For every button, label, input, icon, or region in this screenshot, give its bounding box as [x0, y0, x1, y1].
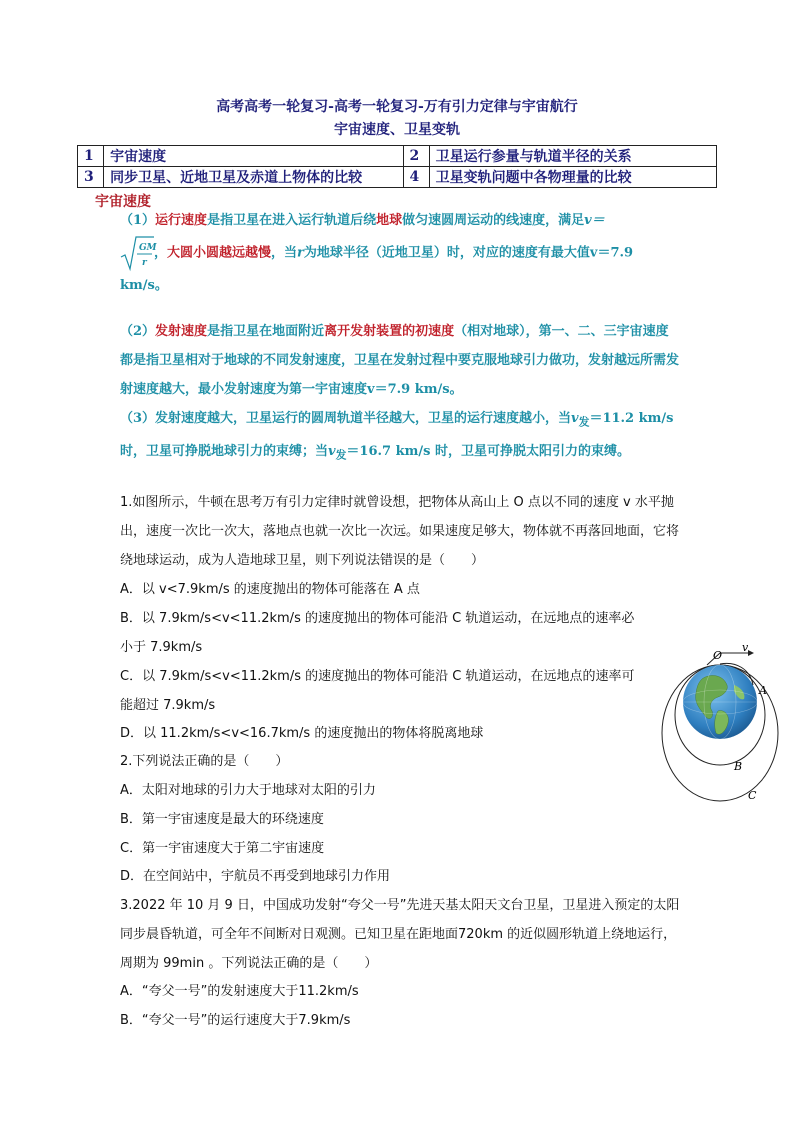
sqrt-denominator: r: [142, 258, 147, 268]
label-c: C: [748, 789, 757, 802]
note-text: 是指卫星在进入运行轨道后绕: [207, 213, 377, 228]
note-escape-speed: [120, 404, 680, 469]
sqrt-numerator: GM: [139, 243, 157, 253]
note-text: 做匀速圆周运动的线速度，满足: [402, 213, 585, 228]
topic-number: 4: [403, 167, 429, 188]
topic-text: 同步卫星、近地卫星及赤道上物体的比较: [104, 167, 403, 188]
term-highlight: 运行速度: [155, 213, 208, 228]
question-2-option-a: A．太阳对地球的引力大于地球对太阳的引力: [120, 783, 376, 798]
note-text: （相对地球），第一、二、三宇宙速度都是指卫星相对于地球的不同发射速度，卫星在发射过程中要克服地球引力做功，发射越远所需发射速度越大，最小发射速度为第一宇宙速度: [120, 324, 680, 397]
formula-r: r: [297, 245, 304, 261]
table-row: [78, 146, 717, 167]
note-text: ，: [154, 245, 168, 261]
question-1-option-a: A．以 v<7.9km/s 的速度抛出的物体可能落在 A 点: [120, 582, 420, 597]
label-a: A: [759, 684, 767, 697]
question-1-stem: 1.如图所示，牛顿在思考万有引力定律时就曾设想，把物体从高山上 O 点以不同的速度 v 水平抛出，速度一次比一次大，落地点也就一次比一次远。如果速度足够大，物体就不再落回地面，它将绕地球运动，成为人造地球卫星，则下列说法错误的是（ ）: [120, 495, 680, 568]
topic-number: 1: [78, 146, 104, 167]
question-1-option-c: C．以 7.9km/s<v<11.2km/s 的速度抛出的物体可能沿 C 轨道运动，在远地点的速率可能超过 7.9km/s: [120, 669, 635, 713]
label-v: v: [742, 641, 749, 654]
subscript: 发: [578, 415, 590, 429]
note-text: ＝11.2 km/s 时，卫星可挣脱地球引力的束缚；当: [120, 411, 674, 459]
question-1-option-b: B．以 7.9km/s<v<11.2km/s 的速度抛出的物体可能沿 C 轨道运动，在远地点的速率必小于 7.9km/s: [120, 611, 635, 655]
topic-text: 卫星运行参量与轨道半径的关系: [429, 146, 716, 167]
note-text: （2）: [120, 324, 156, 339]
question-2-option-d: D．在空间站中，宇航员不再受到地球引力作用: [120, 869, 391, 884]
formula-v: v: [328, 443, 336, 459]
document-title: 高考高考一轮复习-高考一轮复习-万有引力定律与宇宙航行: [216, 99, 578, 115]
formula-v: v＝: [584, 213, 605, 228]
section-heading: 宇宙速度: [95, 194, 151, 210]
note-text: 。: [154, 278, 168, 293]
note-text: 是指卫星在地面附近: [207, 324, 325, 339]
label-o: O: [713, 649, 723, 662]
note-running-speed: [120, 206, 680, 300]
term-highlight: 地球: [376, 213, 403, 228]
question-3-option-b: B．“夸父一号”的运行速度大于7.9km/s: [120, 1013, 351, 1028]
formula-v1: v＝7.9 km/s: [367, 382, 450, 397]
note-text: 。: [449, 382, 463, 397]
earth-globe-icon: [683, 665, 757, 739]
note-text: （3）发射速度越大，卫星运行的圆周轨道半径越大，卫星的运行速度越小，当: [120, 411, 572, 426]
question-2-option-c: C．第一宇宙速度大于第二宇宙速度: [120, 841, 325, 856]
note-text: ，当: [271, 245, 298, 261]
topic-text: 宇宙速度: [104, 146, 403, 167]
formula-vmax: v＝7.9 km/s: [120, 245, 634, 293]
question-1-option-d: D．以 11.2km/s<v<16.7km/s 的速度抛出的物体将脱离地球: [120, 726, 484, 741]
mnemonic-highlight: 大圆小圆越远越慢: [167, 245, 272, 261]
label-b: B: [734, 760, 743, 773]
note-text: （1）: [120, 213, 156, 228]
subscript: 发: [335, 448, 347, 462]
question-3-option-a: A．“夸父一号”的发射速度大于11.2km/s: [120, 984, 359, 999]
document-subtitle: 宇宙速度、卫星变轨: [334, 122, 460, 138]
sqrt-formula: [120, 235, 157, 271]
arrow-head-icon: [748, 650, 754, 656]
note-text: ＝16.7 km/s 时，卫星可挣脱太阳引力的束缚。: [346, 443, 630, 459]
formula-v: v: [571, 411, 579, 426]
note-text: 为地球半径（近地卫星）时，对应的速度有最大值: [303, 245, 590, 261]
question-2-option-b: B．第一宇宙速度是最大的环绕速度: [120, 812, 324, 827]
sqrt-sign-icon: [120, 235, 157, 271]
question-3-stem: 3.2022 年 10 月 9 日，中国成功发射“夸父一号”先进天基太阳天文台卫星，卫星进入预定的太阳同步晨昏轨道，可全年不间断对日观测。已知卫星在距地面720km 的近似圆形轨道上绕地运行，周期为 99min 。下列说法正确的是（ ）: [120, 898, 680, 971]
topic-text: 卫星变轨问题中各物理量的比较: [429, 167, 716, 188]
topic-number: 2: [403, 146, 429, 167]
note-launch-speed: [120, 317, 680, 404]
term-highlight: 发射速度: [155, 324, 208, 339]
question-2-stem: 2.下列说法正确的是（ ）: [120, 754, 289, 769]
term-highlight: 离开发射装置的初速度: [324, 324, 455, 339]
table-row: [78, 167, 717, 188]
orbit-figure: [660, 641, 785, 805]
topic-number: 3: [78, 167, 104, 188]
topic-table: [77, 145, 717, 188]
